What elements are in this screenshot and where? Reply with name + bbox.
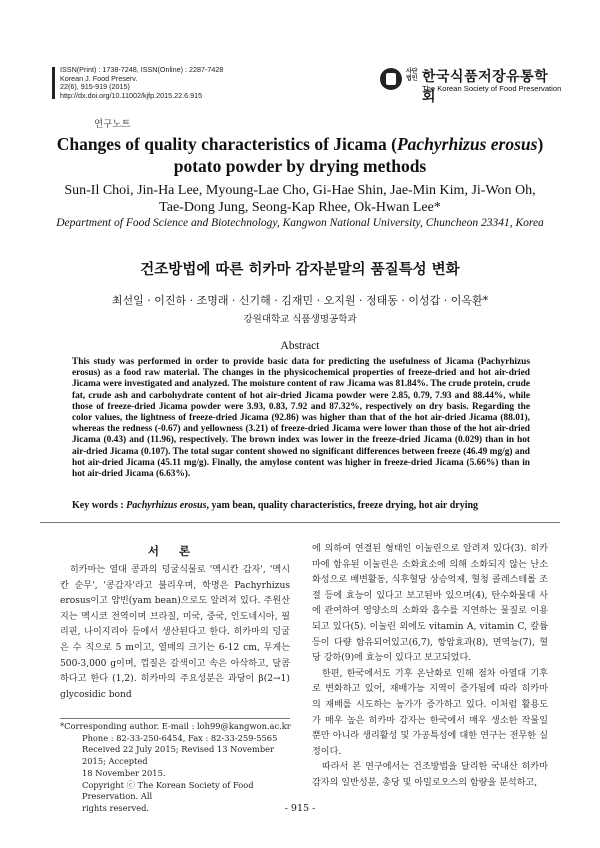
authors-line-2: Tae-Dong Jung, Seong-Kap Rhee, Ok-Hwan Lee* <box>159 200 441 215</box>
journal-meta <box>60 66 223 100</box>
author-list <box>40 182 560 216</box>
left-column-text <box>60 563 290 703</box>
volume-line: 22(6), 915-919 (2015) <box>60 82 130 92</box>
footnote-divider <box>60 718 290 719</box>
right-column-text <box>312 542 548 792</box>
title-part: ) <box>537 134 544 154</box>
society-name-en: The Korean Society of Food Preservation <box>422 84 562 93</box>
text-line: 히카마는 열대 콩과의 덩굴식물로 '멕시칸 감자', '멕시 <box>70 565 290 575</box>
article-category: 연구노트 <box>94 119 131 130</box>
text-line: erosus이고 얌빈(yam bean)으로도 알려져 있다. 주원산지는 <box>60 596 290 622</box>
keywords-label: Key words : <box>72 500 127 511</box>
section-divider <box>40 522 560 523</box>
text-line: (0.43) and (11.96), respectively. The brown index was lower in the freeze-dried Jicama (0.029) than in hot air-dried <box>72 435 530 457</box>
text-line: 강하(9)에 효능이 있다고 보고되었다. <box>323 653 472 664</box>
department-affiliation: Department of Food Science and Biotechnology, Kangwon National University, Chuncheon 23341, Korea <box>56 217 544 229</box>
text-line: 실정이다. <box>312 731 548 757</box>
text-line: 감자의 일반성분, 총당 및 아밀로오스의 함량을 분석하고, <box>312 777 538 788</box>
footnote <box>60 721 292 815</box>
contact-phone: Phone : 82-33-250-6454, Fax : 82-33-259-5565 <box>82 732 278 743</box>
text-line: the redness (-0.67) and yellowness (3.21) of freeze-dried Jicama were lower than those of the hot air-dried Jicama <box>72 424 530 446</box>
meta-bar <box>52 67 55 99</box>
journal-name: Korean J. Food Preserv. <box>60 73 138 83</box>
text-line: were investigated and analyzed. The moisture content of raw Jicama was 81.84%. The crude protein, crude fat, <box>72 379 530 401</box>
text-line: values, the lightness of freeze-dried Jicama (92.86) was higher than that of the hot air-dried Jicama (88.01), whereas <box>72 413 530 435</box>
korean-title: 건조방법에 따른 히카마 감자분말의 품질특성 변화 <box>140 262 460 278</box>
paragraph <box>312 667 548 761</box>
text-line: (1,2). 히카마의 주요성분은 과당이 β(2→1) glycosidic bond <box>60 674 290 700</box>
received-dates: Received 22 July 2015; Revised 13 November 2015; Accepted <box>82 744 275 767</box>
keywords-species: Pachyrhizus erosus <box>126 500 207 511</box>
page-number: - 915 - <box>284 803 316 814</box>
society-logo <box>380 66 562 105</box>
text-line: 멕시코 전역이며 브라질, 미국, 중국, 인도네시아, 필리핀, <box>60 611 290 638</box>
keywords <box>72 500 542 511</box>
text-line: 로 변화하고 있어, 재배가능 지역이 증가됨에 따라 히카마 <box>312 684 548 695</box>
paragraph <box>312 542 548 667</box>
title-line-2: potato powder by drying methods <box>173 156 427 176</box>
copyright-notice: Copyright ⓒ The Korean Society of Food Preservation. All <box>82 779 254 802</box>
text-line: as a food raw material. The changes in the physicochemical properties of freeze-dried and hot air-dried Jicama <box>72 368 530 390</box>
abstract-heading: Abstract <box>280 340 320 352</box>
text-line: hot air-dried Jicama (6.63%). <box>72 469 191 480</box>
text-line: g이며, 껍질은 갈색이고 속은 아삭하고, 달콤하다고 한다 <box>60 658 290 685</box>
keywords-list: , yam bean, quality characteristics, freeze drying, hot air drying <box>206 500 479 511</box>
paragraph <box>312 760 548 791</box>
text-line: 사에 관여하여 영양소의 소화와 흡수를 지연하는 물질로 <box>312 590 548 617</box>
text-line: 한편, 한국에서도 기후 온난화로 인해 점차 아열대 기후 <box>322 668 548 679</box>
text-line: 등이 다량 함유되어있고(6,7), 항암효과(8), 면역능(7), 혈당 <box>312 637 548 664</box>
abstract-body <box>72 357 530 480</box>
text-line: crude ash and carbohydrate content of hot air-dried Jicama powder were 2.85, 0.79, 7.93 and 88.44%, while those <box>72 390 530 412</box>
text-line: 이용되고 있다(5). 이눌린 외에도 vitamin A, vitamin C, 칼륨 <box>312 606 548 632</box>
korean-authors: 최선일 · 이진하 · 조명래 · 신기해 · 김재민 · 오지원 · 정태동 · 이성갑 · 이옥환* <box>111 294 489 307</box>
text-line: 칸 순무', '콩감자'라고 불리우며, 학명은 Pachyrhizus <box>60 580 290 591</box>
text-line: 직으로 5 m이고, 열매의 크기는 6-12 cm, 무게는 500-3,000 <box>60 642 290 669</box>
text-line: 화성으로 배변활동, 식후혈당 상승억제, 혈청 콜레스테롤 <box>312 575 540 586</box>
received-dates-cont: 18 November 2015. <box>82 767 166 778</box>
text-line: This study was performed in order to provide basic data for predicting the usefulness of Jicama (Pachyrhizus erosus) <box>72 357 530 379</box>
text-line: of freeze-dried Jicama powder were 3.93, 0.83, 7.92 and 87.32%, respectively on dry basis. Regarding the color <box>72 401 530 424</box>
society-emblem-icon <box>380 68 402 90</box>
issn-line: ISSN(Print) : 1738-7248, ISSN(Online) : 2287-7428 <box>60 65 224 74</box>
society-name-ko: 한국식품저장유통학회 <box>422 69 549 105</box>
title-part: Changes of quality characteristics of Jicama ( <box>56 134 397 154</box>
text-line: Jicama (0.107). The total sugar content showed no significant differences between freeze (46.49 mg/g) and hot <box>72 446 530 468</box>
text-line: 나이지리아 등에서 생산된다고 한다. 히카마의 덩굴은 수 <box>60 627 290 653</box>
text-line: 따라서 본 연구에서는 건조방법을 달리한 국내산 히카마 <box>322 762 548 773</box>
text-line: 에 의하여 연결된 형태인 이눌린으로 알려져 있다(3). 히카 <box>312 544 548 554</box>
korean-affiliation: 강원대학교 식품생명공학과 <box>243 314 357 325</box>
copyright-notice-cont: rights reserved. <box>82 802 150 813</box>
society-logo-small-text: 사단법인 <box>406 68 418 82</box>
authors-line-1: Sun-Il Choi, Jin-Ha Lee, Myoung-Lae Cho, Gi-Hae Shin, Jae-Min Kim, Ji-Won Oh, <box>64 183 536 198</box>
text-line: 뿐만 아니라 생리활성 및 가공특성에 대한 연구는 전무한 <box>312 731 540 742</box>
text-line: 가 매우 높은 히카마 감자는 한국에서 매우 생소한 작물일 <box>312 715 548 726</box>
title-species: Pachyrhizus erosus <box>396 134 538 154</box>
corresponding-author: *Corresponding author. E-mail : loh99@kangwon.ac.kr <box>60 721 291 731</box>
text-line: 조절 등에 효능이 있다고 보고된바 있으며(4), 탄수화물대 <box>312 575 548 601</box>
introduction-heading: 서 론 <box>147 544 199 558</box>
doi-line[interactable]: http://dx.doi.org/10.11002/kjfp.2015.22.6.915 <box>60 90 203 100</box>
text-line: air-dried Jicama (45.11 mg/g). Finally, the amylose content was higher in freeze-dried Jicama (5.66%) than in <box>87 457 530 468</box>
text-line: 마에 함유된 이눌린은 소화효소에 의해 소화되지 않는 난소 <box>312 559 548 570</box>
paper-title <box>40 133 560 177</box>
text-line: 의 재배를 시도하는 농가가 증가하고 있다. 이처럼 활용도 <box>312 699 548 710</box>
